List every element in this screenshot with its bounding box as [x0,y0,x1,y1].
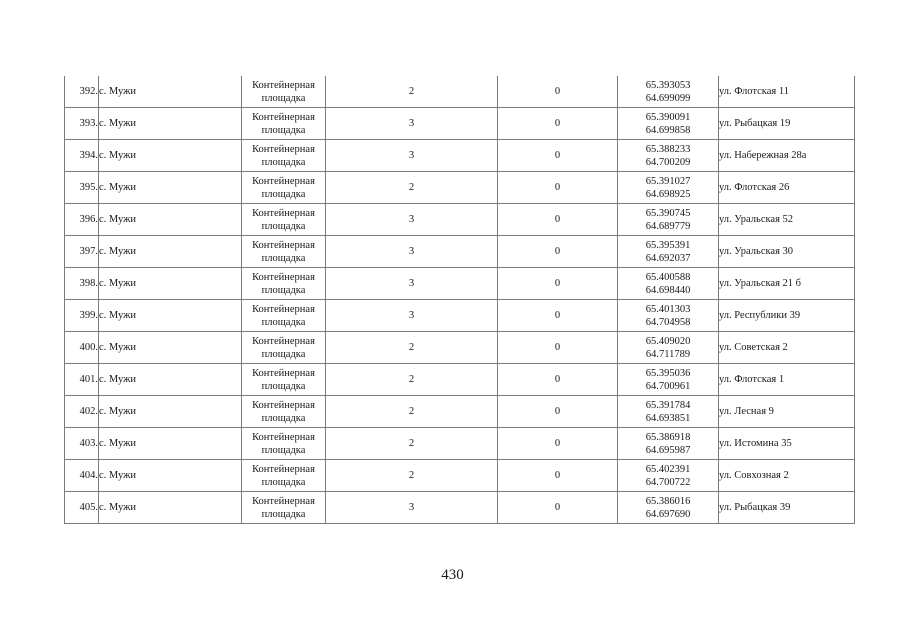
table-row [65,428,855,460]
longitude: 64.692037 [645,252,691,264]
container-count-cell [326,332,498,364]
extra-count-cell [498,396,618,428]
longitude: 64.698925 [645,188,691,200]
extra-count-cell [498,268,618,300]
address-cell [719,140,855,172]
address: ул. Уральская 21 б [719,278,802,289]
site-type-line-1: Контейнерная [252,207,315,219]
settlement-cell [99,492,242,524]
latitude: 65.391784 [645,399,691,411]
latitude: 65.395391 [645,239,691,251]
settlement-cell [99,140,242,172]
table-row [65,300,855,332]
address-cell [719,364,855,396]
settlement-name: с. Мужи [99,470,136,481]
row-number: 392. [79,86,98,97]
site-type-cell [242,108,326,140]
settlement-name: с. Мужи [99,214,136,225]
latitude: 65.400588 [645,271,691,283]
site-type-line-2: площадка [261,188,306,200]
site-type-cell [242,396,326,428]
settlement-name: с. Мужи [99,86,136,97]
row-number: 396. [79,214,98,225]
container-count: 3 [408,214,415,225]
longitude: 64.700722 [645,476,691,488]
coordinates-cell [618,172,719,204]
latitude: 65.386016 [645,495,691,507]
container-count: 2 [408,470,415,481]
extra-count: 0 [554,374,561,385]
site-type-cell [242,236,326,268]
row-number-cell [65,268,99,300]
site-type-cell [242,364,326,396]
latitude: 65.393053 [645,79,691,91]
coordinates-cell [618,300,719,332]
site-type-cell [242,492,326,524]
row-number: 403. [79,438,98,449]
address: ул. Лесная 9 [719,406,774,417]
site-type-line-2: площадка [261,252,306,264]
latitude: 65.401303 [645,303,691,315]
address-cell [719,428,855,460]
row-number: 401. [79,374,98,385]
site-type-cell [242,460,326,492]
row-number: 400. [79,342,98,353]
settlement-name: с. Мужи [99,182,136,193]
container-count-cell [326,172,498,204]
address-cell [719,460,855,492]
site-type-line-1: Контейнерная [252,143,315,155]
longitude: 64.700961 [645,380,691,392]
extra-count: 0 [554,150,561,161]
settlement-cell [99,364,242,396]
extra-count-cell [498,460,618,492]
address: ул. Советская 2 [719,342,788,353]
coordinates-cell [618,492,719,524]
row-number-cell [65,492,99,524]
container-count: 3 [408,310,415,321]
extra-count: 0 [554,310,561,321]
container-sites-table [64,76,855,524]
coordinates-cell [618,364,719,396]
site-type-line-2: площадка [261,412,306,424]
address: ул. Флотская 1 [719,374,785,385]
container-count-cell [326,396,498,428]
site-type-line-1: Контейнерная [252,367,315,379]
settlement-name: с. Мужи [99,406,136,417]
extra-count: 0 [554,342,561,353]
site-type-line-2: площадка [261,444,306,456]
container-count-cell [326,428,498,460]
address: ул. Рыбацкая 39 [719,502,791,513]
coordinates-cell [618,236,719,268]
extra-count: 0 [554,406,561,417]
row-number: 404. [79,470,98,481]
address-cell [719,204,855,236]
latitude: 65.386918 [645,431,691,443]
extra-count: 0 [554,246,561,257]
latitude: 65.388233 [645,143,691,155]
settlement-cell [99,428,242,460]
longitude: 64.704958 [645,316,691,328]
table-row [65,204,855,236]
site-type-line-2: площадка [261,380,306,392]
row-number: 399. [79,310,98,321]
table-row [65,396,855,428]
extra-count-cell [498,76,618,108]
row-number-cell [65,204,99,236]
site-type-cell [242,204,326,236]
row-number: 397. [79,246,98,257]
site-type-line-2: площадка [261,284,306,296]
longitude: 64.695987 [645,444,691,456]
extra-count-cell [498,108,618,140]
address-cell [719,332,855,364]
extra-count: 0 [554,502,561,513]
container-count-cell [326,300,498,332]
container-count: 2 [408,374,415,385]
container-count-cell [326,236,498,268]
settlement-name: с. Мужи [99,246,136,257]
row-number-cell [65,140,99,172]
address-cell [719,108,855,140]
extra-count-cell [498,300,618,332]
coordinates-cell [618,76,719,108]
extra-count-cell [498,236,618,268]
settlement-cell [99,300,242,332]
container-count: 2 [408,342,415,353]
latitude: 65.390745 [645,207,691,219]
site-type-line-1: Контейнерная [252,303,315,315]
site-type-line-1: Контейнерная [252,271,315,283]
row-number-cell [65,76,99,108]
address-cell [719,236,855,268]
address: ул. Набережная 28а [719,150,807,161]
container-count-cell [326,108,498,140]
table-row [65,332,855,364]
container-count: 3 [408,502,415,513]
container-count: 3 [408,150,415,161]
table-row [65,364,855,396]
site-type-line-1: Контейнерная [252,495,315,507]
row-number: 402. [79,406,98,417]
latitude: 65.395036 [645,367,691,379]
row-number: 395. [79,182,98,193]
address: ул. Уральская 30 [719,246,794,257]
address-cell [719,300,855,332]
site-type-line-2: площадка [261,348,306,360]
coordinates-cell [618,140,719,172]
settlement-cell [99,76,242,108]
table-row [65,172,855,204]
site-type-cell [242,300,326,332]
container-count: 3 [408,246,415,257]
container-count-cell [326,140,498,172]
row-number-cell [65,172,99,204]
longitude: 64.698440 [645,284,691,296]
extra-count: 0 [554,278,561,289]
table-row [65,108,855,140]
settlement-cell [99,460,242,492]
extra-count: 0 [554,438,561,449]
table-row [65,76,855,108]
settlement-name: с. Мужи [99,310,136,321]
row-number-cell [65,460,99,492]
settlement-cell [99,332,242,364]
settlement-name: с. Мужи [99,438,136,449]
longitude: 64.693851 [645,412,691,424]
site-type-line-1: Контейнерная [252,239,315,251]
container-count-cell [326,268,498,300]
settlement-cell [99,204,242,236]
settlement-name: с. Мужи [99,150,136,161]
address-cell [719,396,855,428]
extra-count: 0 [554,86,561,97]
extra-count-cell [498,140,618,172]
settlement-name: с. Мужи [99,502,136,513]
extra-count-cell [498,172,618,204]
container-count: 2 [408,86,415,97]
container-count: 2 [408,406,415,417]
address: ул. Рыбацкая 19 [719,118,791,129]
site-type-line-1: Контейнерная [252,431,315,443]
site-type-line-1: Контейнерная [252,175,315,187]
row-number-cell [65,300,99,332]
table-row [65,460,855,492]
settlement-name: с. Мужи [99,118,136,129]
site-type-line-2: площадка [261,508,306,520]
table-row [65,492,855,524]
table-row [65,268,855,300]
extra-count-cell [498,364,618,396]
settlement-name: с. Мужи [99,278,136,289]
table-row [65,140,855,172]
longitude: 64.689779 [645,220,691,232]
settlement-cell [99,268,242,300]
settlement-cell [99,396,242,428]
row-number-cell [65,364,99,396]
site-type-line-1: Контейнерная [252,335,315,347]
site-type-cell [242,172,326,204]
address: ул. Республики 39 [719,310,801,321]
site-type-line-2: площадка [261,316,306,328]
settlement-cell [99,172,242,204]
site-type-line-2: площадка [261,476,306,488]
settlement-name: с. Мужи [99,342,136,353]
extra-count: 0 [554,214,561,225]
coordinates-cell [618,428,719,460]
extra-count-cell [498,492,618,524]
container-count: 2 [408,438,415,449]
row-number-cell [65,108,99,140]
settlement-cell [99,108,242,140]
row-number: 398. [79,278,98,289]
container-count-cell [326,460,498,492]
longitude: 64.700209 [645,156,691,168]
address: ул. Уральская 52 [719,214,794,225]
site-type-line-2: площадка [261,220,306,232]
site-type-line-1: Контейнерная [252,463,315,475]
container-count-cell [326,76,498,108]
address: ул. Совхозная 2 [719,470,789,481]
coordinates-cell [618,396,719,428]
container-count: 2 [408,182,415,193]
latitude: 65.409020 [645,335,691,347]
site-type-line-1: Контейнерная [252,399,315,411]
extra-count: 0 [554,182,561,193]
container-count-cell [326,204,498,236]
site-type-line-2: площадка [261,124,306,136]
coordinates-cell [618,460,719,492]
address: ул. Флотская 11 [719,86,789,97]
longitude: 64.711789 [645,348,691,360]
row-number-cell [65,236,99,268]
site-type-line-1: Контейнерная [252,111,315,123]
container-count-cell [326,492,498,524]
row-number: 405. [79,502,98,513]
extra-count: 0 [554,470,561,481]
container-count: 3 [408,278,415,289]
coordinates-cell [618,204,719,236]
coordinates-cell [618,268,719,300]
extra-count: 0 [554,118,561,129]
row-number: 394. [79,150,98,161]
site-type-cell [242,140,326,172]
address: ул. Флотская 26 [719,182,790,193]
extra-count-cell [498,204,618,236]
latitude: 65.402391 [645,463,691,475]
table-row [65,236,855,268]
row-number-cell [65,396,99,428]
extra-count-cell [498,332,618,364]
address-cell [719,76,855,108]
latitude: 65.391027 [645,175,691,187]
settlement-name: с. Мужи [99,374,136,385]
site-type-line-2: площадка [261,92,306,104]
longitude: 64.699858 [645,124,691,136]
container-count-cell [326,364,498,396]
site-type-cell [242,332,326,364]
row-number: 393. [79,118,98,129]
row-number-cell [65,332,99,364]
longitude: 64.699099 [645,92,691,104]
table-body [65,76,855,524]
extra-count-cell [498,428,618,460]
coordinates-cell [618,332,719,364]
address: ул. Истомина 35 [719,438,792,449]
row-number-cell [65,428,99,460]
site-type-cell [242,76,326,108]
site-type-line-2: площадка [261,156,306,168]
site-type-cell [242,428,326,460]
site-type-cell [242,268,326,300]
page-number: 430 [441,567,464,583]
coordinates-cell [618,108,719,140]
settlement-cell [99,236,242,268]
address-cell [719,172,855,204]
address-cell [719,492,855,524]
latitude: 65.390091 [645,111,691,123]
longitude: 64.697690 [645,508,691,520]
address-cell [719,268,855,300]
container-count: 3 [408,118,415,129]
site-type-line-1: Контейнерная [252,79,315,91]
